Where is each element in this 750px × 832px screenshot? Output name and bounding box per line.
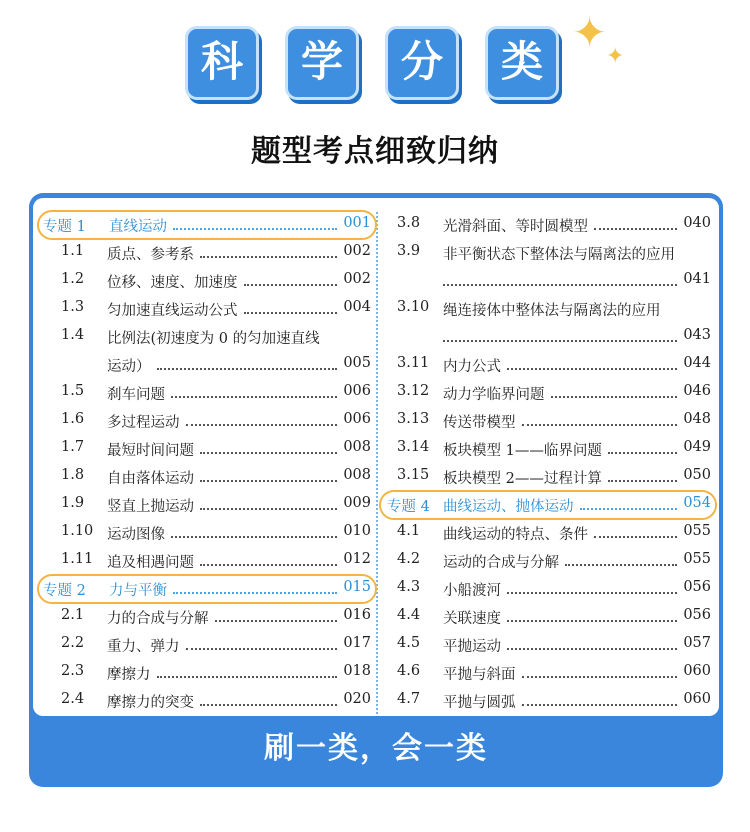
toc-page-number: 046 — [683, 383, 711, 399]
toc-number: 4.1 — [397, 523, 421, 539]
toc-page-number: 005 — [343, 355, 371, 371]
sparkle-icon: ✦ — [606, 44, 625, 69]
toc-entry-row — [385, 691, 711, 713]
toc-panel — [33, 198, 719, 716]
toc-entry-row — [385, 467, 711, 489]
toc-number: 1.11 — [61, 551, 94, 567]
toc-entry-row — [385, 607, 711, 629]
toc-title: 运动） — [107, 359, 151, 375]
title-tile: 分 — [385, 26, 459, 100]
toc-number: 3.12 — [397, 383, 430, 399]
toc-entry-row — [43, 411, 371, 433]
dot-leader — [594, 536, 677, 538]
toc-entry-row — [43, 551, 371, 573]
toc-title: 运动的合成与分解 — [443, 555, 559, 571]
toc-entry-row — [385, 243, 711, 265]
title-tile: 类 — [485, 26, 559, 100]
dot-leader — [171, 536, 337, 538]
toc-title: 曲线运动的特点、条件 — [443, 527, 588, 543]
toc-page-number: 018 — [343, 663, 371, 679]
toc-page-number: 060 — [683, 691, 711, 707]
toc-title: 竖直上抛运动 — [107, 499, 194, 515]
toc-title: 平抛与斜面 — [443, 667, 516, 683]
topic-highlight-ring — [37, 574, 377, 604]
dot-leader — [594, 228, 677, 230]
toc-title: 自由落体运动 — [107, 471, 194, 487]
toc-entry-row — [385, 523, 711, 545]
toc-entry-row — [43, 299, 371, 321]
dot-leader — [157, 676, 338, 678]
header-tiles — [0, 8, 750, 106]
toc-page-number: 009 — [343, 495, 371, 511]
toc-entry-row — [43, 439, 371, 461]
toc-title: 追及相遇问题 — [107, 555, 194, 571]
toc-title: 直线运动 — [109, 219, 167, 235]
dot-leader — [507, 368, 677, 370]
title-tile: 学 — [285, 26, 359, 100]
dot-leader — [551, 396, 678, 398]
toc-title: 非平衡状态下整体法与隔离法的应用 — [443, 247, 675, 263]
toc-title: 传送带模型 — [443, 415, 516, 431]
toc-page-number: 056 — [683, 579, 711, 595]
toc-title: 摩擦力 — [107, 667, 151, 683]
dot-leader — [507, 648, 677, 650]
dot-leader — [244, 312, 338, 314]
toc-title: 光滑斜面、等时圆模型 — [443, 219, 588, 235]
dot-leader — [157, 368, 338, 370]
toc-page-number: 043 — [683, 327, 711, 343]
toc-page-number: 055 — [683, 551, 711, 567]
toc-title: 位移、速度、加速度 — [107, 275, 238, 291]
toc-number: 3.8 — [397, 215, 421, 231]
toc-number: 4.6 — [397, 663, 421, 679]
toc-number: 1.2 — [61, 271, 85, 287]
toc-title: 关联速度 — [443, 611, 501, 627]
toc-title: 小船渡河 — [443, 583, 501, 599]
toc-entry-row — [385, 635, 711, 657]
toc-entry-row — [43, 467, 371, 489]
toc-entry-row — [385, 327, 711, 349]
toc-title: 平抛运动 — [443, 639, 501, 655]
toc-page-number: 010 — [343, 523, 371, 539]
toc-title: 摩擦力的突变 — [107, 695, 194, 711]
toc-number: 4.5 — [397, 635, 421, 651]
toc-page-number: 040 — [683, 215, 711, 231]
toc-number: 2.3 — [61, 663, 85, 679]
toc-entry-row — [43, 355, 371, 377]
toc-number: 1.6 — [61, 411, 85, 427]
toc-page-number: 006 — [343, 411, 371, 427]
toc-page-number: 048 — [683, 411, 711, 427]
toc-entry-row — [385, 355, 711, 377]
toc-number: 4.2 — [397, 551, 421, 567]
toc-page-number: 008 — [343, 439, 371, 455]
toc-title: 动力学临界问题 — [443, 387, 545, 403]
toc-number: 专题 4 — [387, 499, 430, 515]
toc-number: 3.9 — [397, 243, 421, 259]
toc-page-number: 054 — [683, 495, 711, 511]
dot-leader — [200, 480, 337, 482]
toc-page-number: 002 — [343, 271, 371, 287]
toc-title: 绳连接体中整体法与隔离法的应用 — [443, 303, 661, 319]
toc-number: 1.8 — [61, 467, 85, 483]
toc-page-number: 016 — [343, 607, 371, 623]
footer-slogan: 刷一类，会一类 — [264, 731, 488, 766]
toc-page-number: 001 — [343, 215, 371, 231]
toc-number: 1.4 — [61, 327, 85, 343]
toc-page-number: 020 — [343, 691, 371, 707]
toc-title: 运动图像 — [107, 527, 165, 543]
toc-number: 2.1 — [61, 607, 85, 623]
toc-entry-row — [43, 271, 371, 293]
column-divider — [376, 212, 378, 714]
toc-number: 1.1 — [61, 243, 85, 259]
toc-page-number: 050 — [683, 467, 711, 483]
toc-entry-row — [385, 383, 711, 405]
toc-number: 4.7 — [397, 691, 421, 707]
toc-number: 3.15 — [397, 467, 430, 483]
toc-entry-row — [385, 663, 711, 685]
dot-leader — [186, 424, 338, 426]
dot-leader — [200, 704, 337, 706]
toc-number: 专题 1 — [43, 219, 86, 235]
toc-entry-row — [385, 579, 711, 601]
toc-page-number: 056 — [683, 607, 711, 623]
toc-number: 专题 2 — [43, 583, 86, 599]
toc-page-number: 041 — [683, 271, 711, 287]
toc-title: 质点、参考系 — [107, 247, 194, 263]
toc-title: 力与平衡 — [109, 583, 167, 599]
toc-entry-row — [385, 439, 711, 461]
toc-entry-row — [43, 243, 371, 265]
dot-leader — [200, 508, 337, 510]
dot-leader — [186, 648, 338, 650]
dot-leader — [171, 396, 337, 398]
title-tile: 科 — [185, 26, 259, 100]
toc-page-number: 008 — [343, 467, 371, 483]
dot-leader — [507, 620, 677, 622]
dot-leader — [522, 676, 678, 678]
toc-title: 比例法(初速度为 0 的匀加速直线 — [107, 331, 320, 347]
dot-leader — [200, 256, 337, 258]
toc-title: 刹车问题 — [107, 387, 165, 403]
toc-number: 3.13 — [397, 411, 430, 427]
toc-number: 4.4 — [397, 607, 421, 623]
toc-page-number: 044 — [683, 355, 711, 371]
toc-number: 1.5 — [61, 383, 85, 399]
toc-number: 3.11 — [397, 355, 430, 371]
toc-number: 3.10 — [397, 299, 430, 315]
toc-entry-row — [385, 299, 711, 321]
toc-title: 多过程运动 — [107, 415, 180, 431]
toc-page-number: 017 — [343, 635, 371, 651]
toc-number: 1.9 — [61, 495, 85, 511]
toc-entry-row — [385, 215, 711, 237]
toc-entry-row — [43, 607, 371, 629]
toc-entry-row — [385, 551, 711, 573]
toc-number: 2.2 — [61, 635, 85, 651]
dot-leader — [522, 424, 678, 426]
toc-entry-row — [43, 523, 371, 545]
toc-page-number: 004 — [343, 299, 371, 315]
toc-title: 匀加速直线运动公式 — [107, 303, 238, 319]
toc-title: 最短时间问题 — [107, 443, 194, 459]
toc-page-number: 012 — [343, 551, 371, 567]
toc-card — [29, 193, 723, 787]
toc-number: 1.3 — [61, 299, 85, 315]
toc-title: 力的合成与分解 — [107, 611, 209, 627]
toc-page-number: 015 — [343, 579, 371, 595]
dot-leader — [608, 480, 677, 482]
toc-number: 1.10 — [61, 523, 94, 539]
toc-page-number: 055 — [683, 523, 711, 539]
topic-highlight-ring — [37, 210, 377, 240]
subtitle: 题型考点细致归纳 — [251, 134, 499, 169]
dot-leader — [608, 452, 677, 454]
toc-title: 曲线运动、抛体运动 — [443, 499, 574, 515]
toc-page-number: 006 — [343, 383, 371, 399]
dot-leader — [443, 340, 677, 342]
dot-leader — [215, 620, 338, 622]
toc-entry-row — [385, 411, 711, 433]
toc-number: 3.14 — [397, 439, 430, 455]
toc-title: 板块模型 1——临界问题 — [443, 443, 602, 459]
toc-number: 2.4 — [61, 691, 85, 707]
toc-entry-row — [43, 691, 371, 713]
dot-leader — [522, 704, 678, 706]
dot-leader — [200, 452, 337, 454]
toc-entry-row — [43, 327, 371, 349]
toc-page-number: 049 — [683, 439, 711, 455]
toc-title: 内力公式 — [443, 359, 501, 375]
toc-entry-row — [43, 495, 371, 517]
toc-number: 1.7 — [61, 439, 85, 455]
dot-leader — [443, 284, 677, 286]
sparkle-icon: ✦ — [572, 8, 608, 57]
toc-title: 重力、弹力 — [107, 639, 180, 655]
topic-highlight-ring — [379, 490, 717, 520]
toc-page-number: 002 — [343, 243, 371, 259]
toc-entry-row — [385, 271, 711, 293]
dot-leader — [244, 284, 338, 286]
toc-page-number: 060 — [683, 663, 711, 679]
toc-entry-row — [43, 635, 371, 657]
dot-leader — [507, 592, 677, 594]
toc-entry-row — [43, 663, 371, 685]
toc-entry-row — [43, 383, 371, 405]
toc-title: 平抛与圆弧 — [443, 695, 516, 711]
toc-page-number: 057 — [683, 635, 711, 651]
dot-leader — [565, 564, 677, 566]
dot-leader — [200, 564, 337, 566]
toc-number: 4.3 — [397, 579, 421, 595]
toc-title: 板块模型 2——过程计算 — [443, 471, 602, 487]
